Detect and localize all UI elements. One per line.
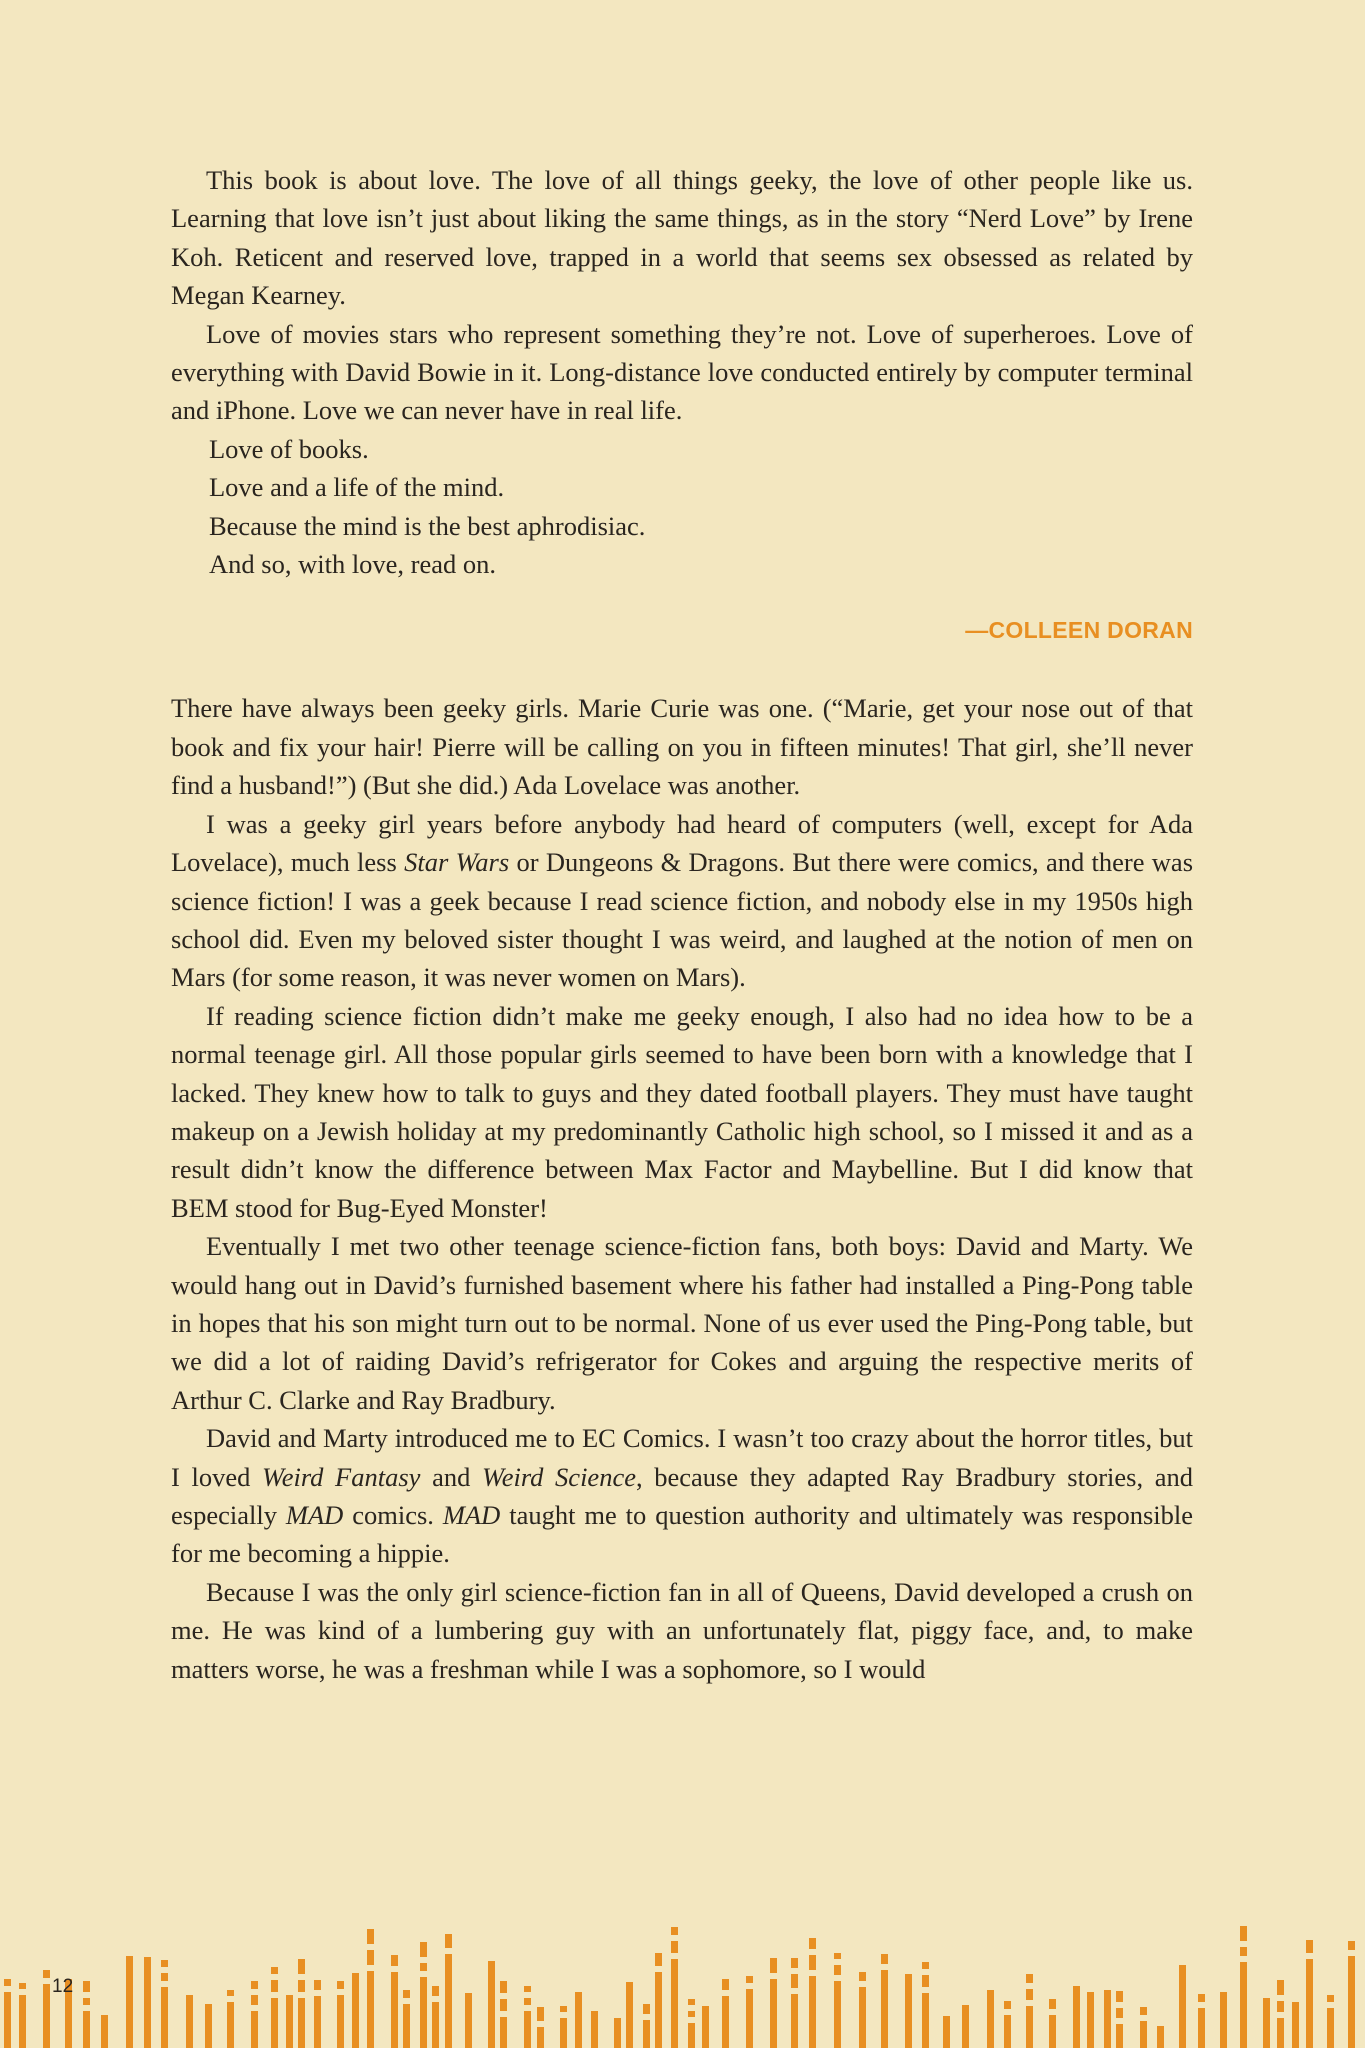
barcode-stroke [4,1979,11,2048]
barcode-stroke [1306,1940,1313,2048]
essay-p2-text-b: or Dungeons & Dragons. But there were comics, and there was science fiction! I was a geek because I read science fiction, and nobody else in my 1950s high school did. Even my beloved sister thought I was weird, and laughed at the notion of men on Mars (for some reason, it was never women on Mars). [171,847,1194,993]
barcode-stroke [227,1990,234,2048]
foreword-line-2: Love and a life of the mind. [209,472,505,503]
barcode-stroke [1104,1990,1111,2048]
essay-p5-text-a: David and Marty introduced me to EC Comics. I wasn’t too crazy about the horror titles, but I loved [171,1423,1193,1492]
foreword-paragraph-1: This book is about love. The love of all things geeky, the love of other people like us. Learning that love isn’t just about liking the same things, as in the story “Nerd Love” by Irene Koh. Reticent and reserved love, trapped in a world that seems sex obsessed as related by Megan Kearney. [171,165,1193,311]
barcode-stroke [859,1972,866,2048]
page-body [171,161,1193,1688]
essay-p5-text-b: and [420,1461,483,1492]
barcode-stroke [1073,1986,1080,2048]
barcode-stroke [1327,1995,1334,2048]
barcode-stroke [688,1999,695,2048]
title-star-wars: Star Wars [404,847,510,878]
essay-p5-text-e: taught me to question authority and ultimately was responsible for me becoming a hippie. [171,1500,1194,1569]
barcode-stroke [251,1981,258,2048]
barcode-stroke [671,1927,678,2048]
essay-paragraph-5 [171,1419,1193,1573]
barcode-stroke [881,1954,888,2048]
barcode-stroke [524,1986,531,2048]
title-weird-science: Weird Science [482,1461,636,1492]
barcode-stroke [746,1976,753,2048]
title-mad-2: MAD [442,1500,501,1530]
barcode-stroke [367,1929,374,2048]
barcode-stroke [83,1981,90,2048]
barcode-stroke [537,2007,544,2048]
barcode-stroke [19,1983,26,2048]
barcode-stroke [1292,2002,1299,2048]
barcode-stroke [614,2018,621,2048]
barcode-stroke [144,1957,151,2048]
barcode-stroke [575,1992,582,2048]
barcode-stroke [161,1960,168,2048]
barcode-stroke [809,1938,816,2048]
decorative-barcode-border [0,1895,1365,2048]
essay-paragraph-4: Eventually I met two other teenage science-fiction fans, both boys: David and Marty. We would hang out in David’s furnished basement where his father had installed a Ping-Pong table in hopes that his son might turn out to be normal. None of us ever used the Ping-Pong table, but we did a lot of raiding David’s refrigerator for Cokes and arguing the respective merits of Arthur C. Clarke and Ray Bradbury. [171,1231,1193,1415]
barcode-stroke [488,1961,495,2048]
barcode-stroke [1348,1941,1355,2048]
barcode-stroke [1179,1965,1186,2048]
barcode-stroke [1157,2026,1164,2048]
essay-paragraph-6: Because I was the only girl science-fiction fan in all of Queens, David developed a crush on me. He was kind of a lumbering guy with an unfortunately flat, piggy face, and, to make matters worse, he was a freshman while I was a sophomore, so I would [171,1576,1193,1684]
barcode-stroke [834,1953,841,2048]
barcode-stroke [186,1995,193,2048]
barcode-stroke [205,2004,212,2048]
barcode-stroke [432,1986,439,2048]
essay-p5-text-c: , because they adapted Ray Bradbury stories, and especially [171,1461,1194,1530]
essay-paragraph-2 [171,805,1193,997]
barcode-stroke [905,1974,912,2048]
title-weird-fantasy: Weird Fantasy [262,1461,421,1492]
barcode-stroke [465,1993,472,2048]
barcode-stroke [1240,1926,1247,2048]
barcode-stroke [1263,1998,1270,2048]
barcode-stroke [962,2005,969,2048]
barcode-stroke [314,1980,321,2048]
barcode-stroke [1140,2007,1147,2048]
barcode-stroke [655,1953,662,2048]
essay-p2-text-a: I was a geeky girl years before anybody had heard of computers (well, except for Ada Lovelace), much less [171,808,1193,878]
barcode-stroke [126,1956,133,2048]
barcode-stroke [943,2016,950,2048]
barcode-stroke [352,1973,359,2048]
foreword-attribution: —COLLEEN DORAN [965,617,1193,644]
barcode-stroke [626,1982,633,2048]
barcode-stroke [1220,1992,1227,2048]
barcode-stroke [445,1934,452,2048]
barcode-stroke [1277,1980,1284,2048]
barcode-stroke [791,1958,798,2048]
barcode-stroke [987,1990,994,2048]
essay-paragraph-1: There have always been geeky girls. Marie Curie was one. (“Marie, get your nose out of that book and fix your hair! Pierre will be calling on you in fifteen minutes! That girl, she’ll never find a husband!”) (But she did.) Ada Lovelace was another. [171,693,1193,801]
barcode-stroke [722,1979,729,2048]
barcode-stroke [271,1967,278,2048]
barcode-stroke [1087,1992,1094,2048]
barcode-stroke [591,2011,598,2048]
barcode-stroke [1049,1999,1056,2048]
barcode-stroke [1004,2001,1011,2048]
barcode-stroke [770,1958,777,2048]
barcode-stroke [391,1955,398,2048]
essay-p5-text-d: comics. [343,1500,443,1530]
foreword-line-4: And so, with love, read on. [209,549,497,580]
barcode-stroke [702,2006,709,2048]
barcode-stroke [500,1981,507,2048]
barcode-stroke [643,2004,650,2048]
foreword-paragraph-2: Love of movies stars who represent something they’re not. Love of superheroes. Love of everything with David Bowie in it. Long-distance love conducted entirely by computer terminal and iPhone. Love we can never have in real life. [171,318,1193,426]
barcode-stroke [403,1990,410,2048]
barcode-stroke [298,1959,305,2048]
foreword-line-3: Because the mind is the best aphrodisiac. [209,510,646,541]
barcode-stroke [286,1995,293,2048]
foreword-line-1: Love of books. [209,433,369,464]
essay-paragraph-3: If reading science fiction didn’t make me geeky enough, I also had no idea how to be a normal teenage girl. All those popular girls seemed to have been born with a knowledge that I lacked. They knew how to talk to guys and they dated football players. They must have taught makeup on a Jewish holiday at my predominantly Catholic high school, so I missed it and as a result didn’t know the difference between Max Factor and Maybelline. But I did know that BEM stood for Bug-Eyed Monster! [171,1000,1193,1223]
barcode-stroke [1198,1994,1205,2048]
title-mad-1: MAD [285,1500,344,1530]
page-number: 12 [52,1976,74,1997]
barcode-stroke [420,1942,427,2048]
barcode-stroke [560,2006,567,2048]
barcode-stroke [1026,1974,1033,2048]
barcode-stroke [101,2015,108,2048]
barcode-stroke [922,1962,929,2048]
barcode-stroke [43,1970,50,2048]
barcode-stroke [1116,1991,1123,2048]
barcode-stroke [337,1981,344,2048]
